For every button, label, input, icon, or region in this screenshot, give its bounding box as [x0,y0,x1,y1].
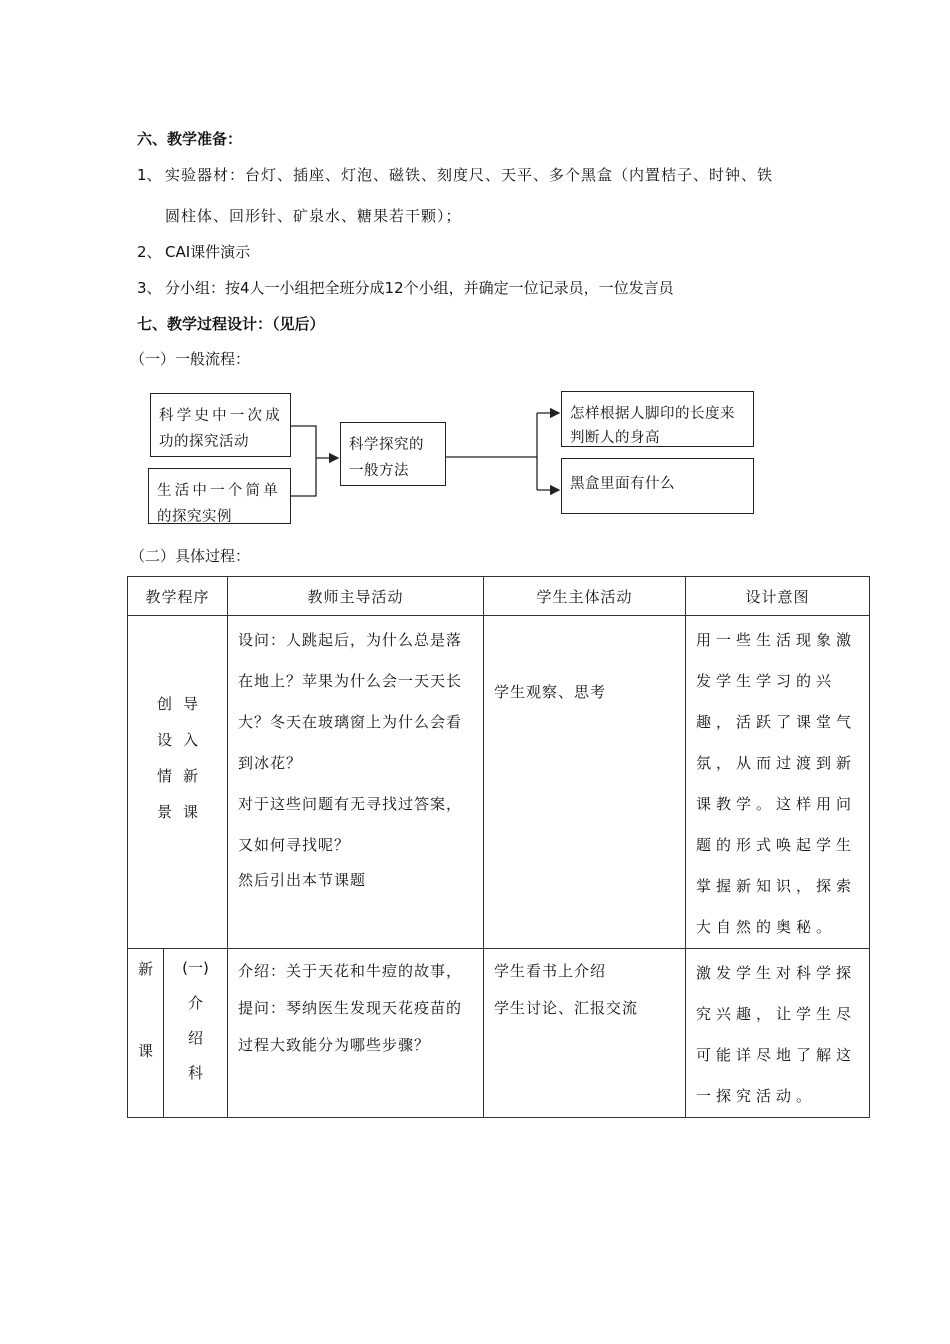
new-lesson-intent-text: 激发学生对科学探究兴趣，让学生尽可能详尽地了解这一探究活动。 [696,964,857,1105]
flow-box-footprint-line1: 怎样根据人脚印的长度来 [570,406,735,422]
intro-science-cell [164,949,228,1118]
item-1-text: 实验器材：台灯、插座、灯泡、磁铁、刻度尺、天平、多个黑盒（内置桔子、时钟、铁 [165,166,774,184]
table-row-new-lesson [128,949,870,1118]
flow-box-history-line1: 科学史中一次成 [159,408,283,424]
new-lesson-student-cell [484,949,686,1118]
flow-box-blackbox-text: 黑盒里面有什么 [570,476,675,492]
intro-intent-text: 用一些生活现象激发学生学习的兴趣，活跃了课堂气氛，从而过渡到新课教学。这样用问题的形式唤起学生掌握新知识，探索大自然的奥秘。 [696,631,857,936]
intro-procedure-cell [128,616,228,949]
item-2-text: CAI课件演示 [165,243,251,261]
new-lesson-cell [128,949,164,1118]
new-lesson-teacher-cell [228,949,484,1118]
section-7-heading: 七、教学过程设计：（见后） [137,315,325,333]
connector-box1 [291,426,316,458]
flow-box-life-line1: 生活中一个简单 [157,483,281,499]
process-table [127,576,870,1118]
flow-box-history-line2: 功的探究活动 [159,434,249,450]
new-lesson-intent-cell [686,949,870,1118]
procedure-char: 情 [156,767,172,785]
teacher-line: 大？冬天在玻璃窗上为什么会看 [238,713,463,731]
teacher-line: 到冰花？ [238,754,303,772]
intro-student-cell [484,616,686,949]
flow-box-life-line2: 的探究实例 [157,509,232,525]
student-line: 学生讨论、汇报交流 [494,999,639,1017]
flow-box-footprint-line2: 判断人的身高 [570,430,660,446]
intro-science-char: 绍 [188,1029,204,1047]
item-1-number: 1、 [137,166,162,184]
teacher-line: 对于这些问题有无寻找过答案， [238,795,463,813]
teacher-line: 提问：琴纳医生发现天花疫苗的 [238,999,463,1017]
intro-science-label [164,949,227,1091]
header-intent: 设计意图 [686,577,870,616]
intro-teacher-text [228,616,483,901]
teacher-line: 然后引出本节课题 [238,871,367,889]
teacher-line: 设问：人跳起后，为什么总是落 [238,631,463,649]
procedure-char: 创 [156,695,172,713]
section-6-heading: 六、教学准备： [137,130,243,148]
general-flow-subheading: （一）一般流程： [130,350,251,368]
flow-box-general-method [340,422,446,486]
intro-intent-cell [686,616,870,949]
teacher-line: 过程大致能分为哪些步骤？ [238,1036,431,1054]
flow-box-footprint [561,391,754,447]
flow-box-history-activity [150,393,291,457]
procedure-char: 入 [182,731,198,749]
flow-box-blackbox [561,458,754,514]
table-header-row [128,577,870,616]
student-line: 学生看书上介绍 [494,962,607,980]
teacher-line: 介绍：关于天花和牛痘的故事， [238,962,463,980]
intro-teacher-cell [228,616,484,949]
item-3-text: 分小组：按4人一小组把全班分成12个小组，并确定一位记录员，一位发言员 [165,279,674,297]
table-row-intro [128,616,870,949]
procedure-char: 景 [156,803,172,821]
intro-procedure-grid [128,616,227,830]
intro-science-char: 介 [188,994,204,1012]
flow-box-method-line1: 科学探究的 [349,437,424,453]
item-2-number: 2、 [137,243,162,261]
new-lesson-student-text [484,949,685,1027]
flow-box-life-example [148,468,291,524]
intro-science-char: 科 [188,1064,204,1082]
procedure-char: 设 [156,731,172,749]
new-lesson-label [128,949,163,1069]
header-procedure: 教学程序 [128,577,228,616]
item-3-number: 3、 [137,279,162,297]
procedure-char: 新 [182,767,198,785]
teacher-line: 又如何寻找呢？ [238,836,351,854]
flow-box-method-line2: 一般方法 [349,463,409,479]
procedure-char: 课 [182,803,198,821]
new-lesson-char: 课 [137,1042,153,1060]
intro-science-char: (一) [182,959,209,977]
header-student: 学生主体活动 [484,577,686,616]
new-lesson-char: 新 [137,960,153,978]
intro-student-text: 学生观察、思考 [494,683,607,701]
procedure-char: 导 [182,695,198,713]
item-1-text-continued: 圆柱体、回形针、矿泉水、糖果若干颗）； [165,207,462,225]
header-teacher: 教师主导活动 [228,577,484,616]
specific-process-subheading: （二）具体过程： [130,547,251,565]
new-lesson-teacher-text [228,949,483,1064]
connector-box2 [291,458,316,496]
teacher-line: 在地上？苹果为什么会一天天长 [238,672,463,690]
